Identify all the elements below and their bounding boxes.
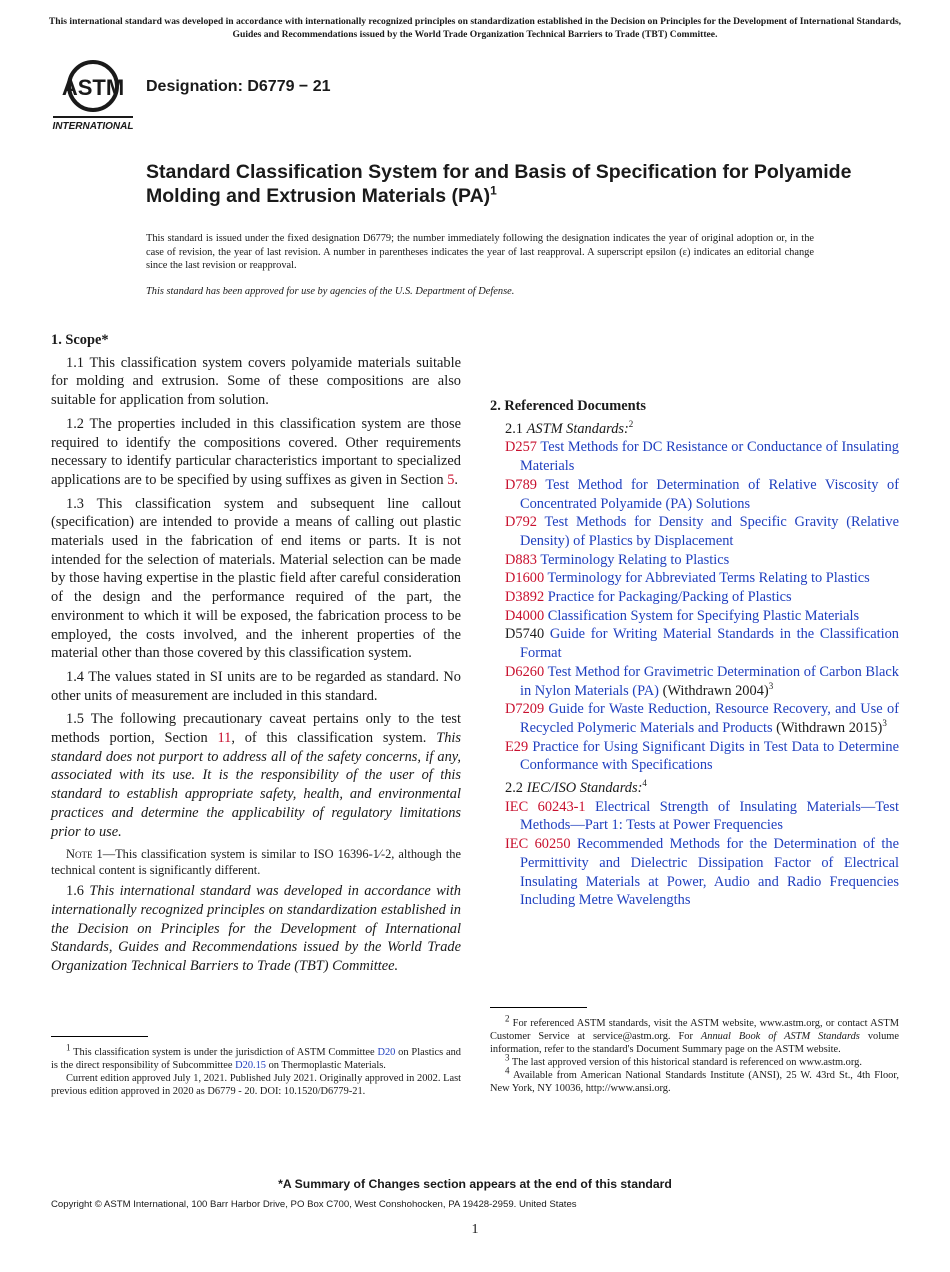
reference-title-link[interactable]: Terminology Relating to Plastics xyxy=(540,551,730,568)
footnote-1: $^1$ This classification system is under the jurisdiction of ASTM Committee D20 on Plastics and is the direct responsibility of Subcommittee D20.15 on Thermoplastic Materials. xyxy=(51,1042,462,1071)
astm-logo xyxy=(51,58,135,132)
scope-heading: 1. Scope* xyxy=(51,332,109,348)
footnote-3: $^3$ The last approved version of this historical standard is referenced on www.astm.org. xyxy=(505,1052,862,1068)
reference-footnote-ref[interactable]: 3 xyxy=(768,680,774,691)
title-footnote-ref[interactable]: 1 xyxy=(490,183,497,198)
para-1-3: 1.3 This classification system and subsequent line callout (specification) are intended to provide a means of calling out plastic materials used in the fabrication of end items or parts. It is not intended for the selection of materials. Material selection can be made by those having expertise in the plastic field after careful consideration of the design and the performance required of the part, the environment to which it will be exposed, the fabrication process to be employed, the costs involved, and the inherent properties of the material other than those covered by this classification system. xyxy=(51,495,461,662)
astm-ref-list xyxy=(490,438,899,775)
subcommittee-link[interactable]: D20.15 xyxy=(235,1060,267,1071)
left-column xyxy=(51,331,461,981)
reference-item xyxy=(490,476,899,513)
reference-title-link[interactable]: Test Method for Gravimetric Determination of Carbon Black in Nylon Materials (PA) xyxy=(520,663,899,699)
reference-code-link[interactable]: D257 xyxy=(505,439,537,456)
section-5-link[interactable]: 5 xyxy=(447,471,455,488)
footnote-2: $^2$ For referenced ASTM standards, visit the ASTM website, www.astm.org, or contact ASTM Customer Service at service@astm.org. For Annual Book of ASTM Standards volume information, refer to the standard's Document Summary page on the ASTM website. xyxy=(490,1013,899,1055)
reference-code-link[interactable]: D789 xyxy=(505,476,537,493)
reference-code-link[interactable]: D6260 xyxy=(505,663,545,680)
reference-code-link[interactable]: D792 xyxy=(505,514,537,531)
reference-code-link[interactable]: E29 xyxy=(505,738,529,755)
logo-text: INTERNATIONAL xyxy=(52,121,134,132)
copyright: Copyright © ASTM International, 100 Barr Harbor Drive, PO Box C700, West Conshohocken, PA 19428-2959. United States xyxy=(51,1199,577,1210)
reference-code-link[interactable]: IEC 60250 xyxy=(505,836,571,853)
reference-item xyxy=(490,551,899,570)
footnotes-left xyxy=(51,1042,462,1098)
reference-code-link[interactable]: D3892 xyxy=(505,589,545,606)
page-number: 1 xyxy=(471,1222,479,1237)
iec-standards-label: 2.2 IEC/ISO Standards:$^4$ xyxy=(505,778,647,797)
reference-code-link[interactable]: D5740 xyxy=(505,626,545,643)
reference-item xyxy=(490,513,899,550)
reference-title-link[interactable]: Practice for Packaging/Packing of Plastics xyxy=(547,589,792,606)
para-1-5: 1.5 The following precautionary caveat pertains only to the test methods portion, Section 11, of this classification system. This standard does not purport to address all of the safety concerns, if any, associated with its use. It is the responsibility of the user of this standard to establish appropriate safety, health, and environmental practices and determine the applicability of regulatory limitations prior to use. xyxy=(51,711,461,840)
current-edition: Current edition approved July 1, 2021. Published July 2021. Originally approved in 2002. Last previous edition approved in 2020 as D6779 - 20. DOI: 10.1520/D6779-21. xyxy=(51,1073,461,1097)
reference-title-link[interactable]: Guide for Waste Reduction, Resource Recovery, and Use of Recycled Polymeric Materials and Products xyxy=(520,701,899,736)
reference-title-link[interactable]: Test Methods for Density and Specific Gravity (Relative Density) of Plastics by Displacement xyxy=(520,514,899,549)
summary-notice: *A Summary of Changes section appears at the end of this standard xyxy=(278,1177,672,1191)
reference-item xyxy=(490,569,899,588)
section-11-link[interactable]: 11 xyxy=(217,730,232,747)
svg-text:ASTM: ASTM xyxy=(61,75,125,100)
reference-item xyxy=(490,588,899,607)
reference-item xyxy=(490,607,899,626)
note-1: Note 1—This classification system is similar to ISO 16396-1⁄-2, although the technical content is significantly different. xyxy=(51,847,461,877)
para-1-6: 1.6 This international standard was developed in accordance with internationally recognized principles on standardization established in the Decision on Principles for the Development of International Standards, Guides and Recommendations issued by the World Trade Organization Technical Barriers to Trade (TBT) Committee. xyxy=(51,883,461,975)
designation: Designation: D6779 − 21 xyxy=(146,78,331,95)
reference-title-link[interactable]: Terminology for Abbreviated Terms Relating to Plastics xyxy=(547,570,870,587)
footnotes-right xyxy=(490,1013,899,1095)
para-1-2: 1.2 The properties included in this classification system are those required to identify the compositions covered. Other requirements necessary to identify particular characteristics important to specialized applications are to be specified by using suffixes as given in Section 5. xyxy=(51,415,461,488)
astm-standards-label: 2.1 ASTM Standards:$^2$ xyxy=(505,418,634,437)
referenced-heading: 2. Referenced Documents xyxy=(490,398,646,414)
reference-status: (Withdrawn 2004) xyxy=(658,682,769,699)
reference-title-link[interactable]: Guide for Writing Material Standards in the Classification Format xyxy=(520,626,899,662)
reference-item xyxy=(490,625,899,662)
footnote-divider-right xyxy=(490,1007,587,1008)
committee-d20-link[interactable]: D20 xyxy=(377,1047,396,1058)
reference-item xyxy=(490,798,899,835)
reference-item xyxy=(490,663,899,700)
reference-status: (Withdrawn 2015) xyxy=(772,719,883,736)
top-notice: This international standard was developed in accordance with internationally recognized principles on standardization established in the Decision on Principles for the Development of International Standards, Guides and Recommendations issued by the World Trade Organization Technical Barriers to Trade (TBT) Committee. xyxy=(48,16,902,40)
reference-footnote-ref[interactable]: 3 xyxy=(882,718,887,729)
page-title xyxy=(146,160,866,208)
approved-text: This standard has been approved for use by agencies of the U.S. Department of Defense. xyxy=(146,286,515,297)
reference-code-link[interactable]: D1600 xyxy=(505,570,545,587)
reference-item xyxy=(490,700,899,737)
reference-item xyxy=(490,738,899,775)
footnote-4: $^4$ Available from American National Standards Institute (ANSI), 25 W. 43rd St., 4th Floor, New York, NY 10036, http://www.ansi.org. xyxy=(490,1065,899,1094)
footnote-divider-left xyxy=(51,1036,148,1037)
reference-title-link[interactable]: Test Methods for DC Resistance or Conductance of Insulating Materials xyxy=(520,439,899,475)
reference-code-link[interactable]: D883 xyxy=(505,551,537,568)
title-text: Standard Classification System for and Basis of Specification for Polyamide Molding and Extrusion Materials (PA) xyxy=(146,161,852,207)
reference-code-link[interactable]: IEC 60243-1 xyxy=(505,798,586,815)
para-1-4: 1.4 The values stated in SI units are to be regarded as standard. No other units of measurement are included in this standard. xyxy=(51,668,461,704)
reference-title-link[interactable]: Practice for Using Significant Digits in Test Data to Determine Conformance with Specifications xyxy=(520,738,899,774)
reference-title-link[interactable]: Recommended Methods for the Determination of the Permittivity and Dielectric Dissipation Factor of Electrical Insulating Materials at Power, Audio and Radio Frequencies Including Metre Wavelengths xyxy=(520,836,899,909)
iec-ref-list xyxy=(490,798,899,910)
reference-item xyxy=(490,835,899,910)
reference-code-link[interactable]: D4000 xyxy=(505,607,545,624)
para-1-1: 1.1 This classification system covers polyamide materials suitable for molding and extrusion. Some of these compositions are also suitable for application from solution. xyxy=(51,354,461,409)
reference-title-link[interactable]: Test Method for Determination of Relative Viscosity of Concentrated Polyamide (PA) Solutions xyxy=(520,476,899,512)
reference-code-link[interactable]: D7209 xyxy=(505,701,545,718)
reference-item xyxy=(490,438,899,475)
reference-title-link[interactable]: Classification System for Specifying Plastic Materials xyxy=(547,607,860,624)
reference-title-link[interactable]: Electrical Strength of Insulating Materials—Test Methods—Part 1: Tests at Power Frequencies xyxy=(520,798,899,834)
issued-text: This standard is issued under the fixed designation D6779; the number immediately following the designation indicates the year of original adoption or, in the case of revision, the year of last revision. A number in parentheses indicates the year of last reapproval. A superscript epsilon (ε) indicates an editorial change since the last revision or reapproval. xyxy=(146,233,814,271)
right-column xyxy=(490,331,899,910)
